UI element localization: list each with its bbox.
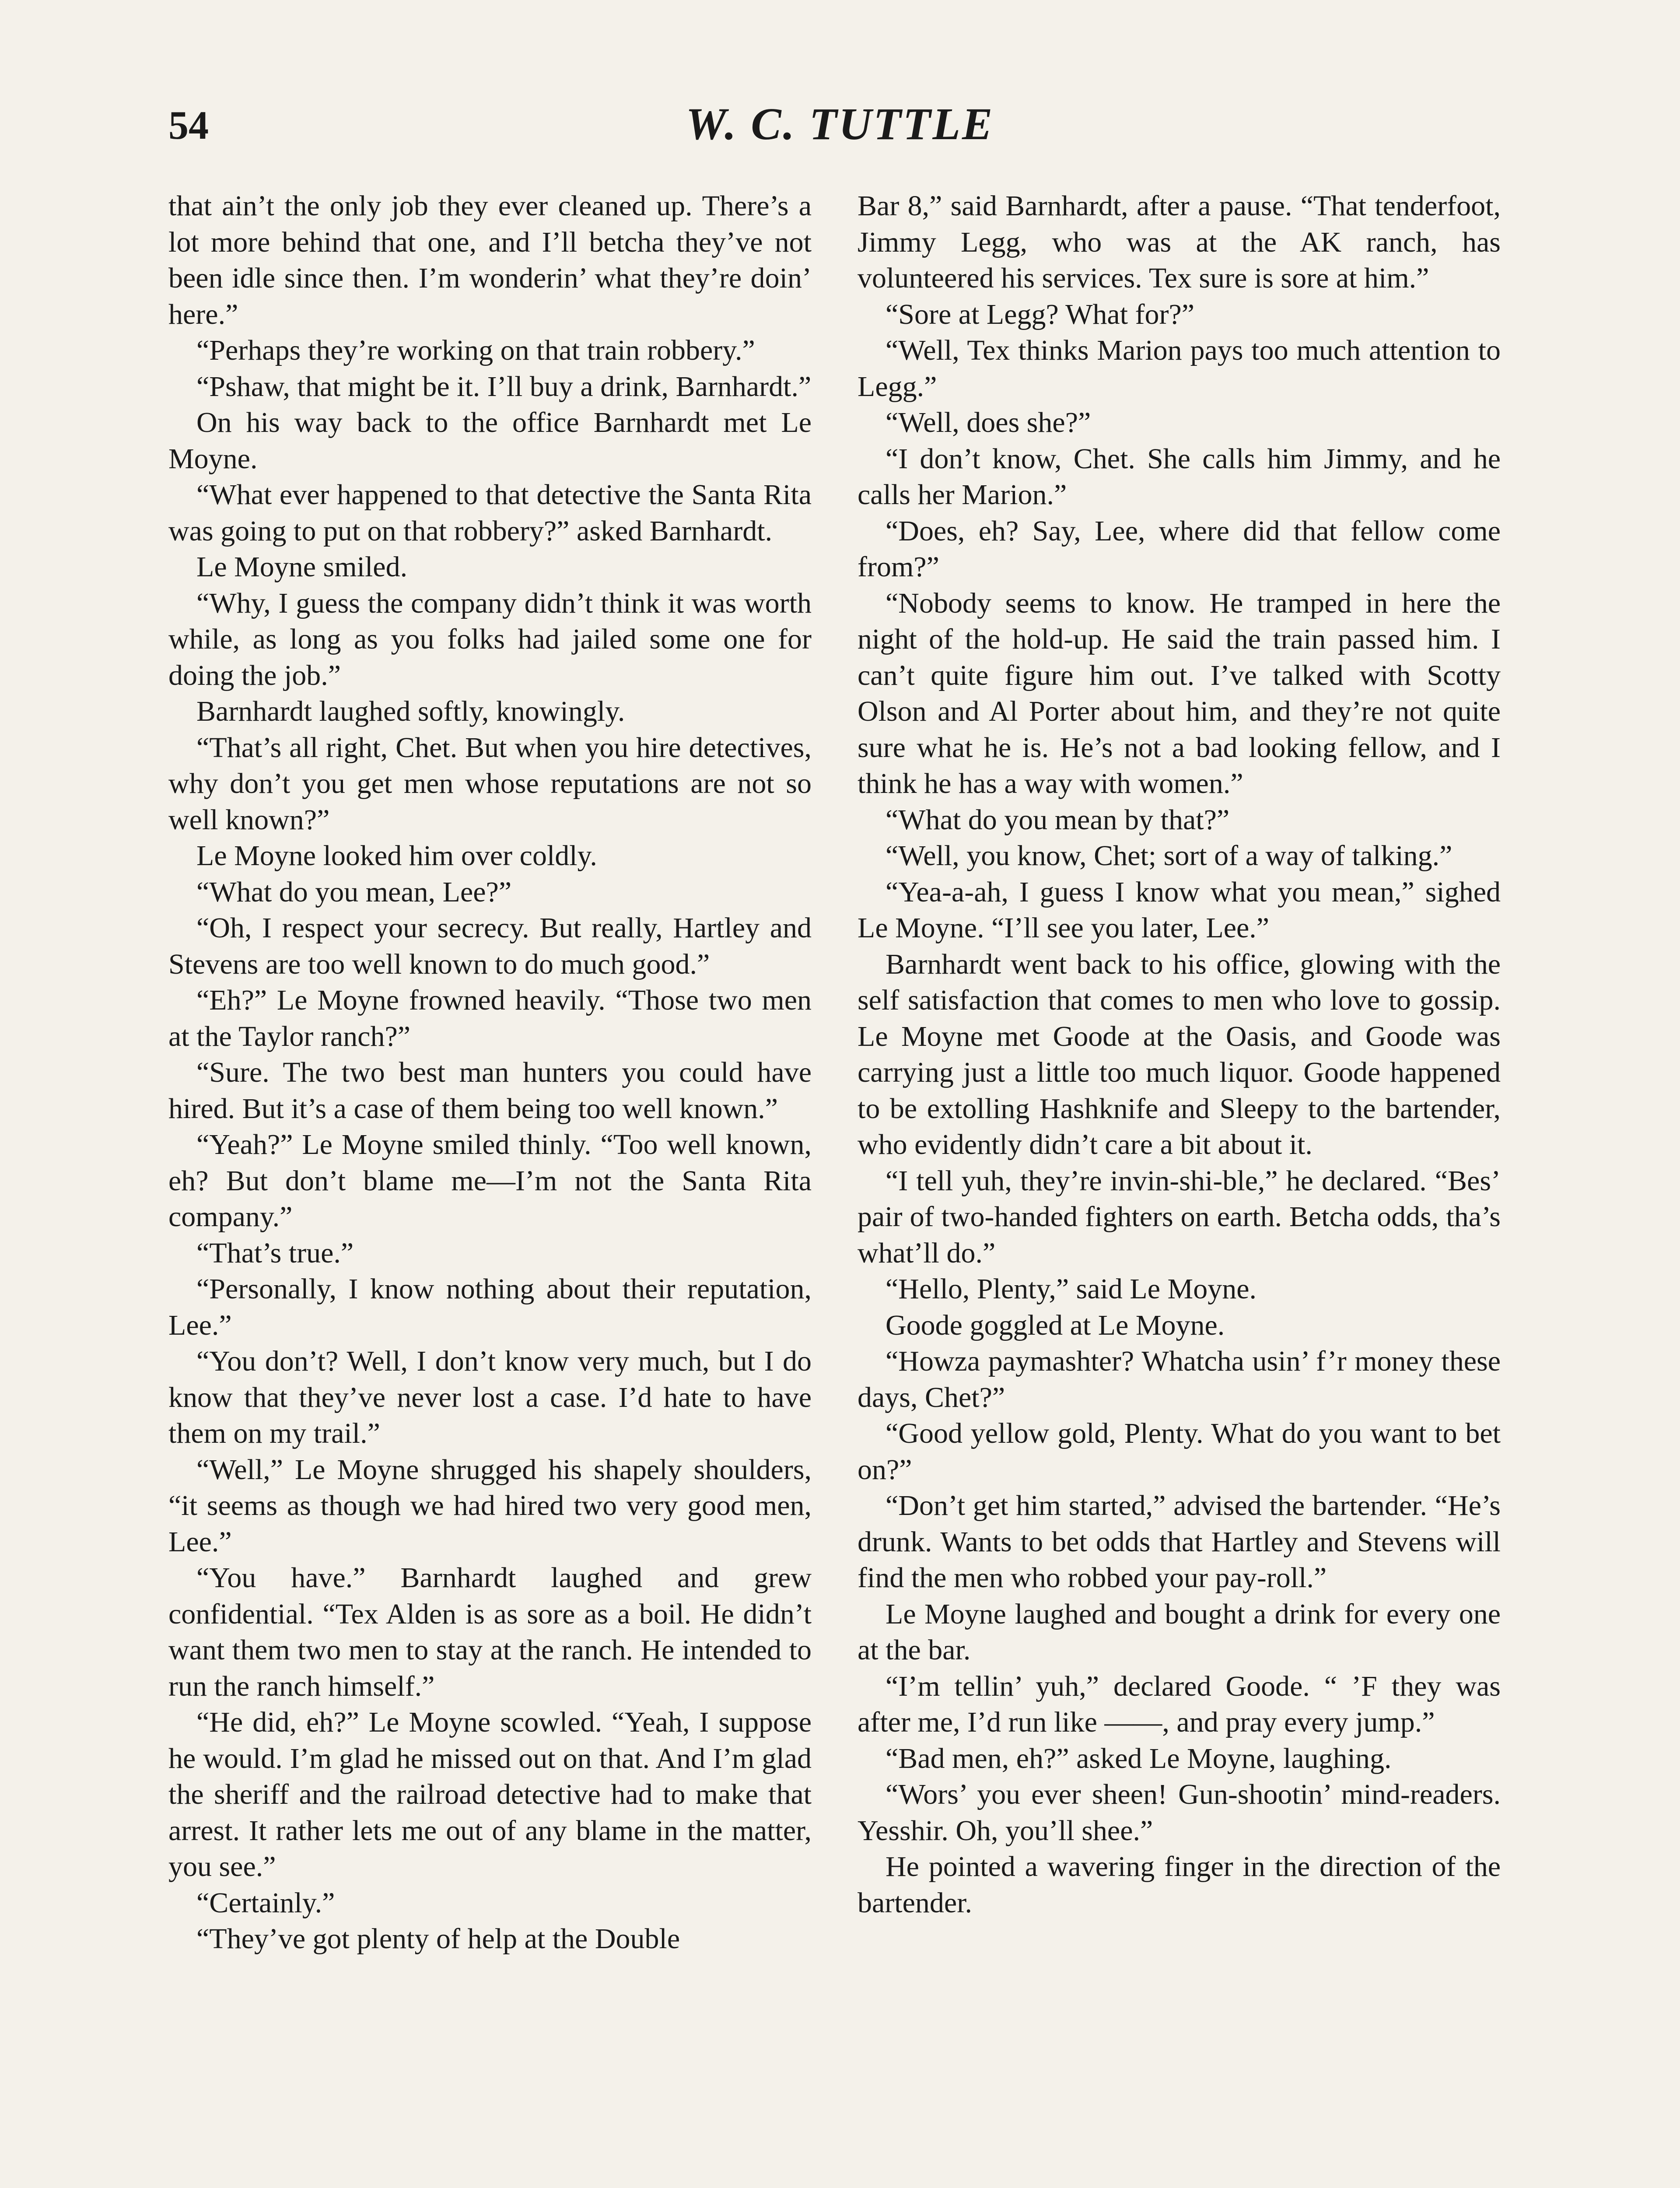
paragraph: “You have.” Barnhardt laughed and grew confidential. “Tex Alden is as sore as a boil. He didn’t want them two men to stay at the ranch. He intended to run the ranch himself.” (168, 1562, 812, 1702)
paragraph: He pointed a wavering finger in the direction of the bartender. (858, 1851, 1501, 1919)
paragraph: Bar 8,” said Barnhardt, after a pause. “That tenderfoot, Jimmy Legg, who was at the AK ranch, has volunteered his services. Tex sure is sore at him.” (858, 190, 1501, 294)
paragraph: “Does, eh? Say, Lee, where did that fellow come from?” (858, 515, 1501, 583)
paragraph: “Well,” Le Moyne shrugged his shapely shoulders, “it seems as though we had hired two very good men, Lee.” (168, 1453, 812, 1558)
paragraph: Goode goggled at Le Moyne. (886, 1309, 1225, 1341)
paragraph: “Nobody seems to know. He tramped in here the night of the hold-up. He said the train passed him. I can’t quite figure him out. I’ve talked with Scotty Olson and Al Porter about him, and they’re not quite sure what he is. He’s not a bad looking fellow, and I think he has a way with women.” (858, 587, 1501, 799)
paragraph: “What do you mean, Lee?” (196, 876, 512, 908)
paragraph: “Pshaw, that might be it. I’ll buy a drink, Barnhardt.” (196, 370, 812, 403)
paragraph: “They’ve got plenty of help at the Double (196, 1923, 680, 1955)
running-head: W. C. TUTTLE (686, 99, 994, 149)
paragraph: “Certainly.” (196, 1886, 335, 1919)
paragraph: “I tell yuh, they’re invin-shi-ble,” he declared. “Bes’ pair of two-handed fighters on earth. Betcha odds, tha’s what’ll do.” (858, 1164, 1501, 1269)
paragraph: “Sure. The two best man hunters you could have hired. But it’s a case of them being too well known.” (168, 1056, 812, 1125)
paragraph: Barnhardt laughed softly, knowingly. (196, 695, 625, 727)
paragraph: that ain’t the only job they ever cleaned up. There’s a lot more behind that one, and I’ll betcha they’ve not been idle since then. I’m wonderin’ what they’re doin’ here.” (168, 190, 812, 330)
paragraph: “Don’t get him started,” advised the bartender. “He’s drunk. Wants to bet odds that Hartley and Stevens will find the men who robbed your pay-roll.” (858, 1490, 1501, 1594)
paragraph: “Yeah?” Le Moyne smiled thinly. “Too well known, eh? But don’t blame me—I’m not the Santa Rita company.” (168, 1129, 812, 1233)
paragraph: “I don’t know, Chet. She calls him Jimmy, and he calls her Marion.” (858, 442, 1501, 511)
paragraph: “That’s all right, Chet. But when you hire detectives, why don’t you get men whose reputations are not so well known?” (168, 731, 812, 836)
paragraph: “Hello, Plenty,” said Le Moyne. (886, 1273, 1257, 1305)
paragraph: “That’s true.” (196, 1237, 354, 1269)
paragraph: “Good yellow gold, Plenty. What do you want to bet on?” (858, 1417, 1501, 1486)
text-column-left (168, 188, 812, 1957)
paragraph: “Yea-a-ah, I guess I know what you mean,” sighed Le Moyne. “I’ll see you later, Lee.” (858, 876, 1501, 944)
paragraph: “What do you mean by that?” (886, 803, 1230, 836)
paragraph: “He did, eh?” Le Moyne scowled. “Yeah, I suppose he would. I’m glad he missed out on that. And I’m glad the sheriff and the railroad detective had to make that arrest. It rather lets me out of any blame in the matter, you see.” (168, 1706, 812, 1883)
paragraph: “Sore at Legg? What for?” (886, 298, 1195, 330)
paragraph: “Well, Tex thinks Marion pays too much attention to Legg.” (858, 334, 1501, 403)
paragraph: “Perhaps they’re working on that train robbery.” (196, 334, 755, 366)
paragraph: “Well, does she?” (886, 407, 1091, 438)
paragraph: “I’m tellin’ yuh,” declared Goode. “ ’F they was after me, I’d run like ——, and pray every jump.” (858, 1670, 1501, 1738)
paragraph: “Personally, I know nothing about their reputation, Lee.” (168, 1273, 812, 1341)
paragraph: “You don’t? Well, I don’t know very much, but I do know that they’ve never lost a case. I’d hate to have them on my trail.” (168, 1345, 812, 1449)
page-number: 54 (168, 103, 209, 147)
paragraph: “Howza paymashter? Whatcha usin’ f’r money these days, Chet?” (858, 1345, 1501, 1413)
paragraph: Le Moyne laughed and bought a drink for every one at the bar. (858, 1598, 1501, 1666)
paragraph: “Wors’ you ever sheen! Gun-shootin’ mind-readers. Yesshir. Oh, you’ll shee.” (858, 1778, 1501, 1847)
paragraph: On his way back to the office Barnhardt met Le Moyne. (168, 407, 812, 475)
paragraph: Barnhardt went back to his office, glowing with the self satisfaction that comes to men who love to gossip. Le Moyne met Goode at the Oasis, and Goode was carrying just a little too much liquor. Goode happened to be extolling Hashknife and Sleepy to the bartender, who evidently didn’t care a bit about it. (858, 948, 1501, 1161)
paragraph: “Eh?” Le Moyne frowned heavily. “Those two men at the Taylor ranch?” (168, 984, 812, 1052)
paragraph: “Oh, I respect your secrecy. But really, Hartley and Stevens are too well known to do much good.” (168, 912, 812, 980)
paragraph: Le Moyne looked him over coldly. (196, 840, 597, 872)
paragraph: “Why, I guess the company didn’t think it was worth while, as long as you folks had jailed some one for doing the job.” (168, 587, 812, 691)
paragraph: Le Moyne smiled. (196, 551, 408, 583)
text-column-right (858, 188, 1501, 1921)
paragraph: “Bad men, eh?” asked Le Moyne, laughing. (886, 1742, 1392, 1774)
paragraph: “Well, you know, Chet; sort of a way of talking.” (886, 840, 1452, 872)
paragraph: “What ever happened to that detective the Santa Rita was going to put on that robbery?” asked Barnhardt. (168, 479, 812, 547)
